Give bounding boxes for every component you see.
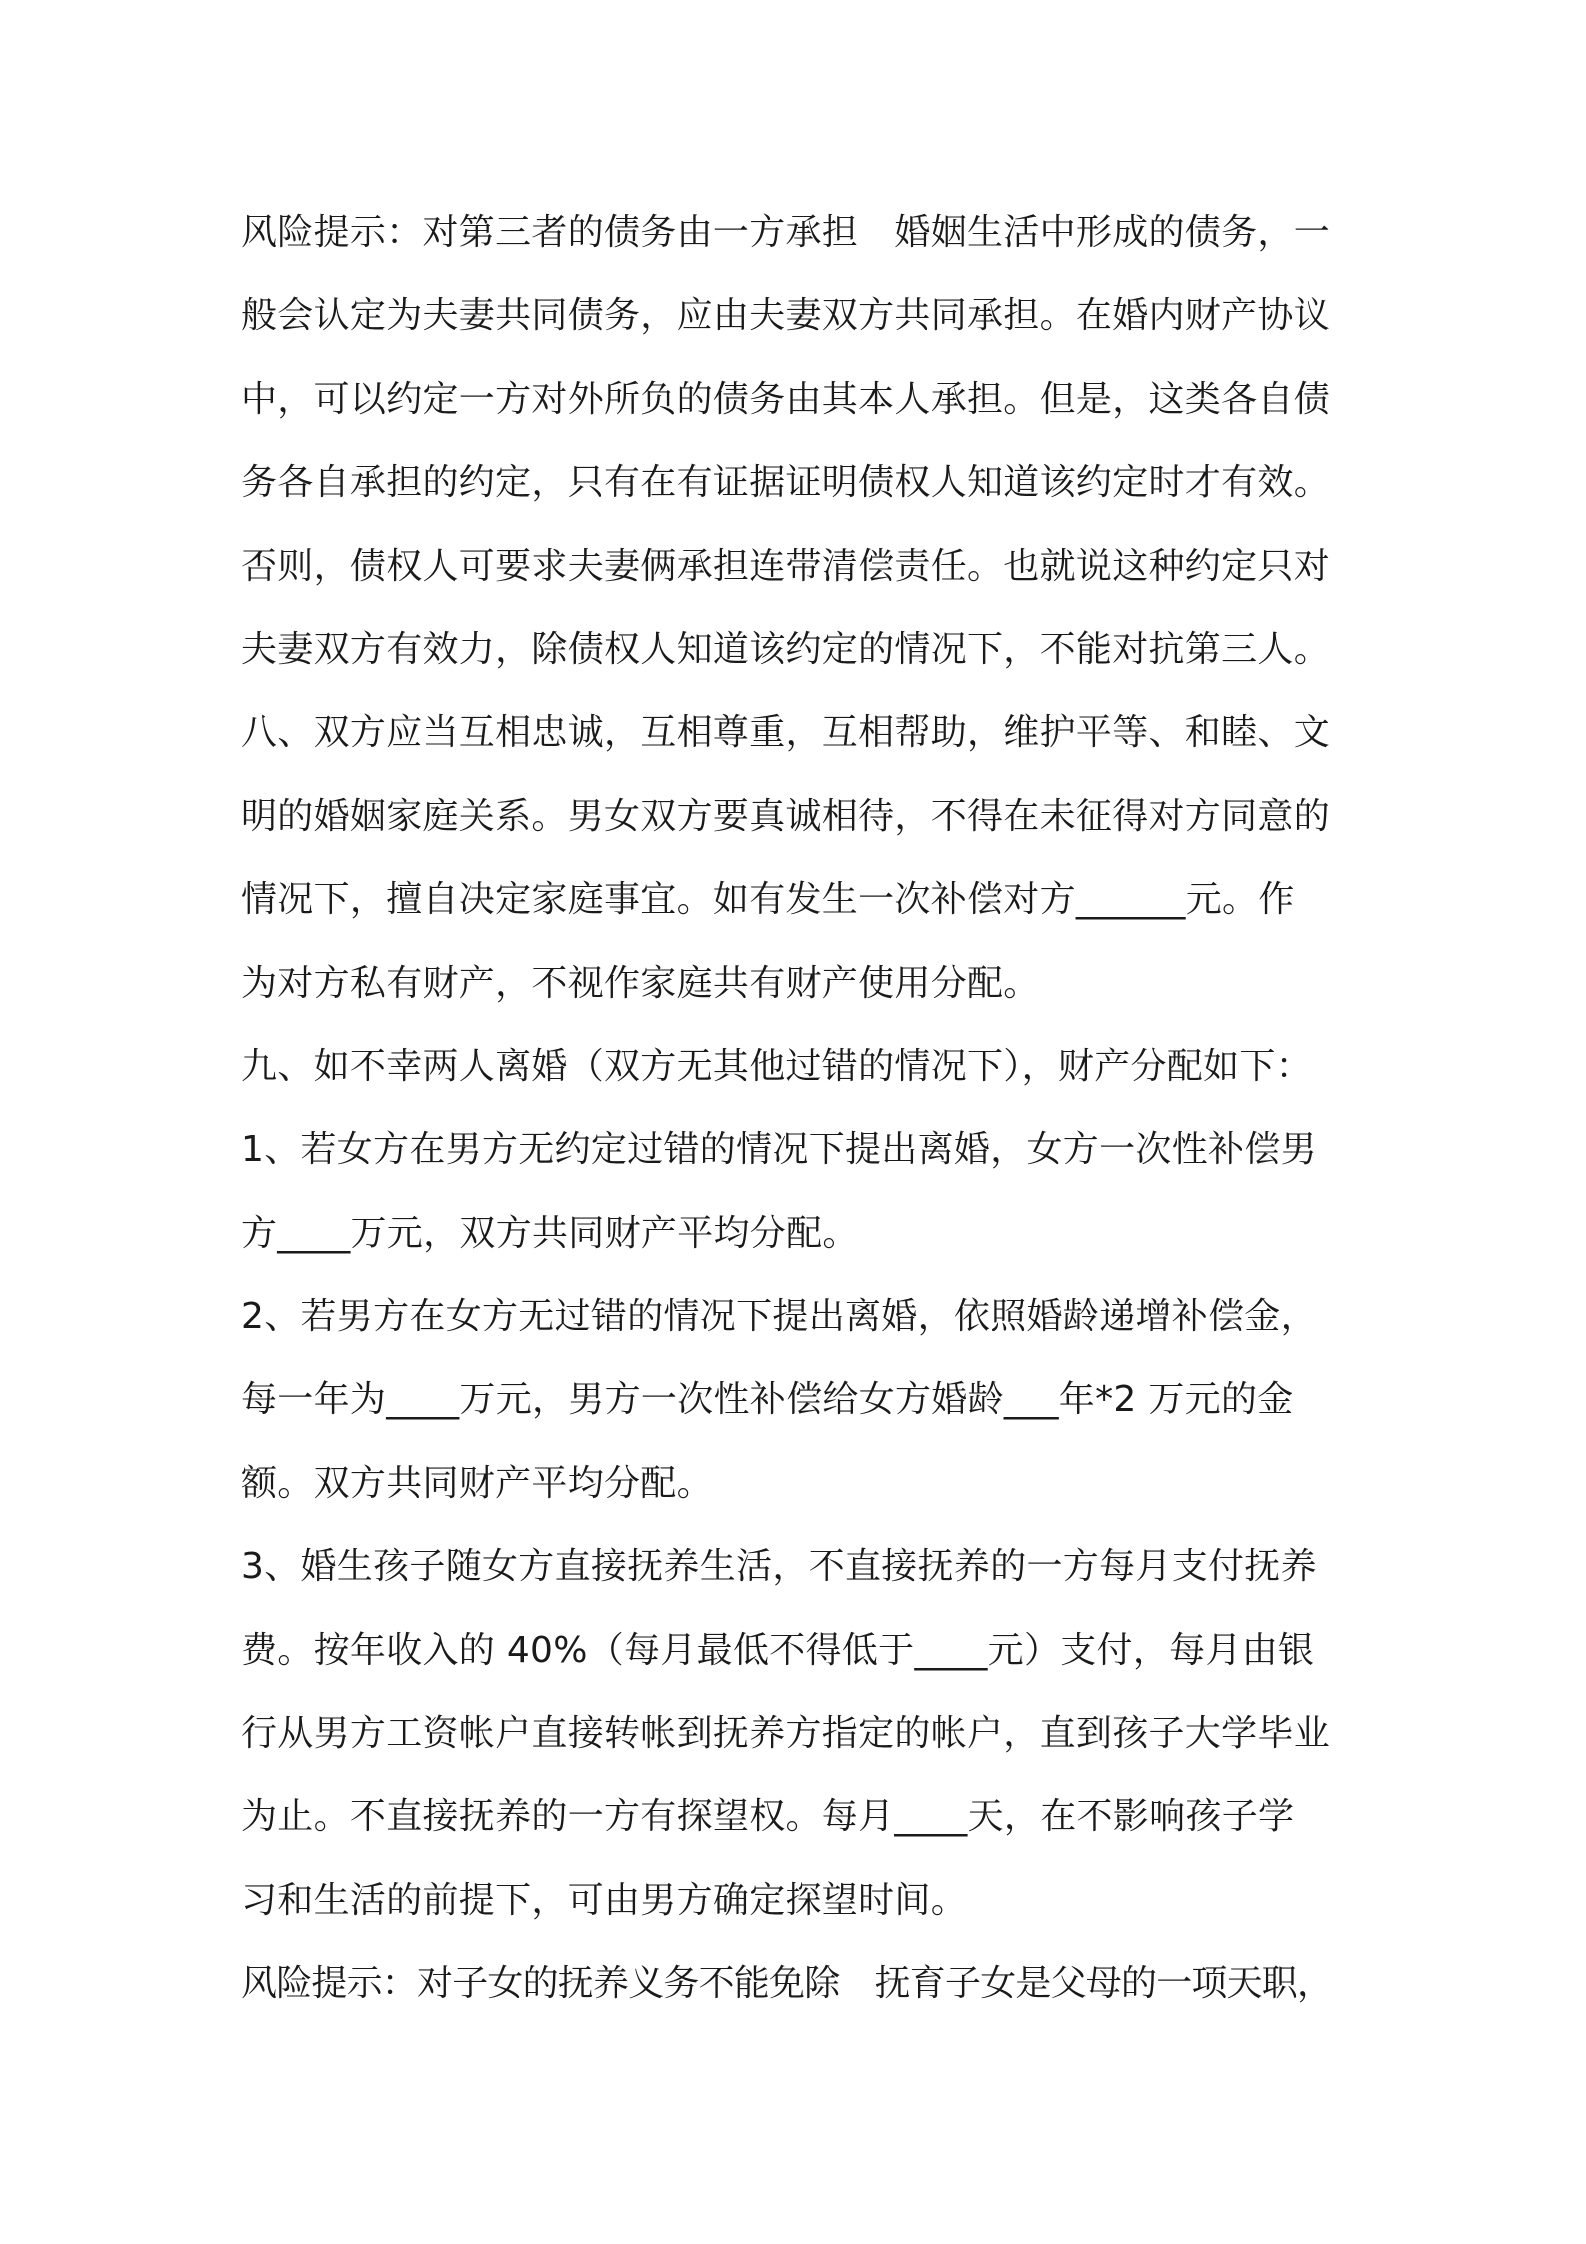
text-line: 务各自承担的约定，只有在有证据证明债权人知道该约定时才有效。 (241, 462, 1331, 504)
text-line: 明的婚姻家庭关系。男女双方要真诚相待，不得在未征得对方同意的 (241, 795, 1331, 837)
text-line: 为对方私有财产，不视作家庭共有财产使用分配。 (241, 962, 1040, 1004)
text-line: 1、若女方在男方无约定过错的情况下提出离婚，女方一次性补偿男 (241, 1129, 1317, 1171)
text-line: 3、婚生孩子随女方直接抚养生活，不直接抚养的一方每月支付抚养 (241, 1546, 1317, 1588)
text-line: 方____万元，双方共同财产平均分配。 (241, 1212, 859, 1254)
text-line: 般会认定为夫妻共同债务，应由夫妻双方共同承担。在婚内财产协议 (241, 295, 1331, 337)
document-body (241, 191, 1371, 2026)
text-line: 为止。不直接抚养的一方有探望权。每月____天，在不影响孩子学 (241, 1796, 1295, 1838)
text-line: 每一年为____万元，男方一次性补偿给女方婚龄___年*2 万元的金 (241, 1379, 1294, 1421)
text-line: 额。双方共同财产平均分配。 (241, 1462, 713, 1504)
text-line: 2、若男方在女方无过错的情况下提出离婚，依照婚龄递增补偿金， (241, 1296, 1317, 1338)
text-line: 否则，债权人可要求夫妻俩承担连带清偿责任。也就说这种约定只对 (241, 545, 1331, 587)
text-line: 中，可以约定一方对外所负的债务由其本人承担。但是，这类各自债 (241, 378, 1331, 420)
text-line: 行从男方工资帐户直接转帐到抚养方指定的帐户，直到孩子大学毕业 (241, 1713, 1331, 1755)
text-line: 费。按年收入的 40%（每月最低不得低于____元）支付，每月由银 (241, 1629, 1315, 1671)
text-line: 九、如不幸两人离婚（双方无其他过错的情况下），财产分配如下： (241, 1045, 1313, 1087)
text-line: 情况下，擅自决定家庭事宜。如有发生一次补偿对方______元。作 (241, 879, 1295, 921)
text-line: 习和生活的前提下，可由男方确定探望时间。 (241, 1879, 968, 1921)
text-line: 风险提示：对第三者的债务由一方承担 婚姻生活中形成的债务，一 (241, 212, 1331, 253)
text-line: 夫妻双方有效力，除债权人知道该约定的情况下，不能对抗第三人。 (241, 628, 1331, 670)
text-line: 风险提示：对子女的抚养义务不能免除 抚育子女是父母的一项天职， (241, 1963, 1333, 2005)
text-line: 八、双方应当互相忠诚，互相尊重，互相帮助，维护平等、和睦、文 (241, 712, 1331, 754)
